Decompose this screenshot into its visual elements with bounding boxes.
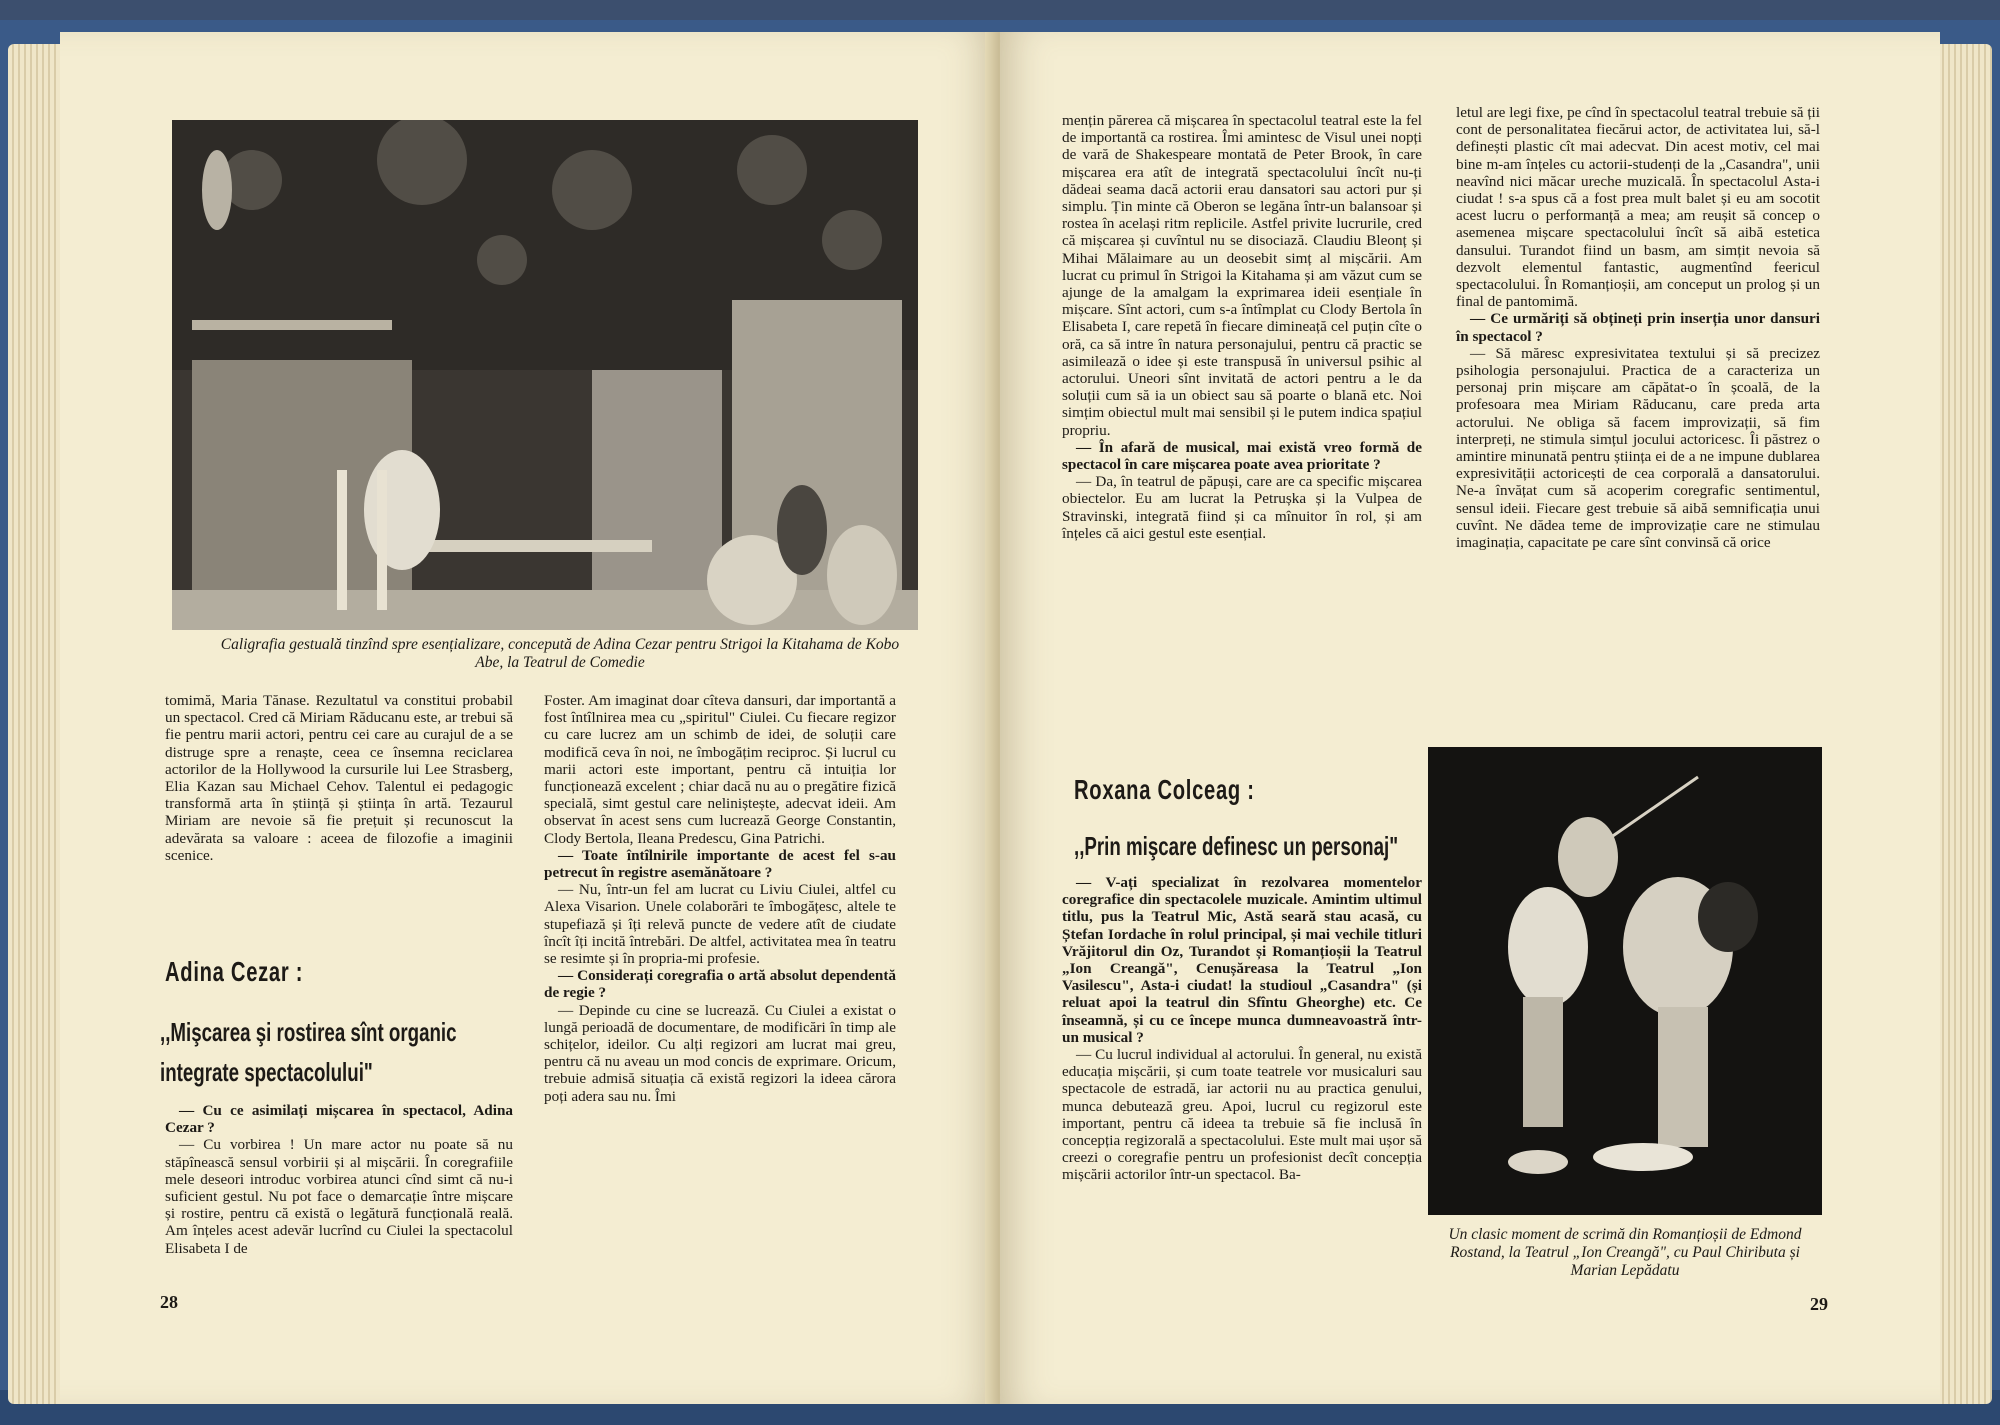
stage-photo-romantiosii: [1428, 747, 1822, 1215]
interview-answer: — Să măresc expresivitatea textului și să precizez psihologia personajului. Practica de a caracteriza un personaj prin mișcare am căpătat-o în școală, de la profesoara mea Miriam Răducanu, care preda arta actorului. Ne obliga să facem improvizații, să fim interpreți, ne stimula simțul jocului actoricesc. Îi păstrez o amintire minunată pentru știința ei de a ne impune dublarea expresivității actoricești de cea corporală a dansatorului. Ne-a învățat cum să acoperim coregrafic sentimentul, sensul ideii. Fiecare gest trebuie să aibă semnificația unui cuvînt. Ne dădea teme de improvizație care ne stimulau imaginația, capacitate pe care sînt convinsă că orice: [1456, 344, 1820, 552]
paragraph: mențin părerea că mișcarea în spectacolul teatral este la fel de importantă ca rostirea. Îmi amintesc de Visul unei nopți de vară de Shakespeare montată de Peter Brook, în care mișcarea era atît de integrată spectacolului încît nu-ți dădeai seama dacă actorii erau dansatori sau actori pur și simplu. Țin minte că Oberon se legăna într-un balansoar și rostea în același ritm replicile. Astfel privite lucrurile, cred că mișcarea și cuvîntul nu se disociază. Claudiu Bleonț și Mihai Mălaimare au un deosebit simț al mișcării. Am lucrat cu primul în Strigoi la Kitahama și am văzut cum se ajunge de la amalgam la exprimarea ideii esențiale în mișcare. Sînt actori, cum s-a întîmplat cu Clody Bertola în Elisabeta I, care repetă în fiecare dimineață cel puțin cîte o oră, ca să intre în natura personajului, pentru că practic se asimilează o idee și este transpusă în universul psihic al actorului. Uneori sînt invitată de actori pentru a le da soluții cum să ia un obiect sau să poarte o blană etc. Noi simțim obiectul mult mai sensibil și le putem indica spațiul propriu.: [1062, 112, 1422, 439]
interview-answer: — Cu lucrul individual al actorului. În general, nu există educația mișcării, și cum toate teatrele vor musicaluri sau spectacole de estradă, iar actorii nu au practica genului, munca debutează greu. Apoi, lucrul cu regizorul este important, pentru că ideea ta trebuie să fie inclusă în concepția regizorală a spectacolului. Este mult mai ușor să creezi o coregrafie pentru un profesionist decît concepția mișcării actorilor într-un spectacol. Ba-: [1062, 1046, 1422, 1184]
section-heading-title: ,,Mişcarea şi rostirea sînt organic integrate spectacolului": [160, 1017, 457, 1087]
interview-question: — Ce urmăriți să obțineți prin inserția unor dansuri în spectacol ?: [1456, 310, 1820, 345]
right-column-1-interview: [1062, 874, 1422, 1184]
left-column-1: [165, 692, 513, 864]
interview-question: — Toate întîlnirile importante de acest fel s-au petrecut în registre asemănătoare ?: [544, 846, 896, 882]
interview-answer: — Cu vorbirea ! Un mare actor nu poate să nu stăpînească sensul vorbirii și al mișcării. În coregrafiile mele deseori introduc vorbirea atunci cînd simt că nu-i suficient gestul. Nu pot face o demarcație între mișcare și rostire, pentru că există o legătură funcțională reală. Am înțeles acest adevăr lucrînd cu Ciulei la spectacolul Elisabeta I de: [165, 1136, 513, 1257]
paragraph: Foster. Am imaginat doar cîteva dansuri, dar importantă a fost întîlnirea mea cu „spiritul" Ciulei. Cu fiecare regizor cu care lucrez am un schimb de idei, de soluții care modifică ceva în noi, ne îmbogățim reciproc. Și lucrul cu marii actori este important, pentru că intuiția lor funcționează excelent ; chiar dacă nu au o pregătire fizică specială, simt gestul care neliniștește, adecvat ideii. Am observat în acest sens cum lucrează George Constantin, Clody Bertola, Ileana Predescu, Gina Patrichi.: [544, 692, 896, 847]
right-column-2: [1456, 104, 1820, 551]
section-heading-title: ,,Prin mişcare definesc un personaj": [1074, 831, 1399, 861]
interview-answer: — Da, în teatrul de păpuși, care are ca specific mișcarea obiectelor. Eu am lucrat la Petrușka și la Vulpea de Stravinski, integrată fiind și ca mînuitor în rol, și am înțeles că aici gestul este esențial.: [1062, 473, 1422, 542]
page-number-right: 29: [1810, 1294, 1828, 1314]
interview-question: — V-ați specializat în rezolvarea momentelor coregrafice din spectacolele muzicale. Amintim ultimul titlu, pus la Teatrul Mic, Astă seară stau acasă, cu Ștefan Iordache în rolul principal, și mai vechile titluri Vrăjitorul din Oz, Turandot și Romanțioșii la Teatrul „Ion Creangă", Cenușăreasa la Teatrul „Ion Vasilescu", Asta-i ciudat! la studioul „Casandra" (și reluat apoi la teatrul din Sfîntu Gheorghe) etc. Ce înseamnă, și cu ce începe munca dumneavoastră într-un musical ?: [1062, 874, 1422, 1046]
stage-photo-strigoi: [172, 120, 918, 630]
stage-photo-image: [172, 120, 918, 630]
left-column-1-interview: [165, 1102, 513, 1257]
interview-question: — Cu ce asimilați mișcarea în spectacol, Adina Cezar ?: [165, 1102, 513, 1137]
interview-question: — În afară de musical, mai există vreo formă de spectacol în care mișcarea poate avea prioritate ?: [1062, 438, 1422, 474]
right-page: [1000, 32, 1940, 1404]
fencing-photo-image: [1428, 747, 1822, 1215]
section-heading-name: Adina Cezar :: [165, 956, 304, 987]
photo-caption-right: Un clasic moment de scrimă din Romanțioșii de Edmond Rostand, la Teatrul „Ion Creangă", cu Paul Chiributa și Marian Lepădatu: [1448, 1226, 1802, 1279]
interview-answer: — Depinde cu cine se lucrează. Cu Ciulei a existat o lungă perioadă de documentare, de modificări în timp ale schițelor, ideilor. Cu alți regizori am lucrat mai greu, pentru că nu aveau un mod concis de exprimare. Oricum, trebuie admisă situația că există regizori la ideea cărora poți adera sau nu. Îmi: [544, 1001, 896, 1105]
interview-question: — Considerați coregrafia o artă absolut dependentă de regie ?: [544, 967, 896, 1002]
photo-caption-left: Caligrafia gestuală tinzînd spre esențializare, concepută de Adina Cezar pentru Strigoi la Kitahama de Kobo Abe, la Teatrul de Comedie: [220, 636, 900, 671]
section-heading-name: Roxana Colceag :: [1074, 774, 1255, 805]
paragraph: tomimă, Maria Tănase. Rezultatul va constitui probabil un spectacol. Cred că Miriam Răducanu este, ar trebui să fie pentru marii actori, pentru cei care au curajul de a se distruge spre a renaște, ceea ce însemna reciclarea actorilor de la Hollywood la cursurile lui Lee Strasberg, Elia Kazan sau Michael Cehov. Talentul ei pedagogic transformă arta în știință și știința în artă. Tezaurul Miriam are nevoie să fie prețuit și recunoscut la adevărata sa valoare : aceea de filozofie a imaginii scenice.: [165, 692, 513, 864]
left-page: [60, 32, 995, 1404]
right-column-1: [1062, 112, 1422, 542]
page-number-left: 28: [160, 1292, 178, 1312]
left-column-2: [544, 692, 896, 1105]
interview-answer: — Nu, într-un fel am lucrat cu Liviu Ciulei, altfel cu Alexa Visarion. Unele colaborări te îmbogățesc, altele te stupefiază și îți relevă puncte de vedere atît de ciudate încît îți incită întrebări. De altfel, activitatea mea în teatru se resimte și în propria-mi profesie.: [544, 881, 896, 968]
paragraph: letul are legi fixe, pe cînd în spectacolul teatral trebuie să ții cont de personalitatea fiecărui actor, de activitatea lui, să-l definești plastic cît mai adecvat. Din acest motiv, cel mai bine m-am înțeles cu actorii-studenți de la „Casandra", unii neavînd nici măcar ureche muzicală. În spectacolul Asta-i ciudat ! s-a spus că a fost prea mult balet și eu am socotit acest lucru o performanță a mea; am reușit să concep o asemenea mișcare spectacolului încît să aibă estetica dansului. Turandot fiind un basm, am simțit nevoia să dezvolt elementul fantastic, augmentînd feericul spectacolului. În Romanțioșii, am conceput un prolog și un final de pantomimă.: [1456, 104, 1820, 311]
